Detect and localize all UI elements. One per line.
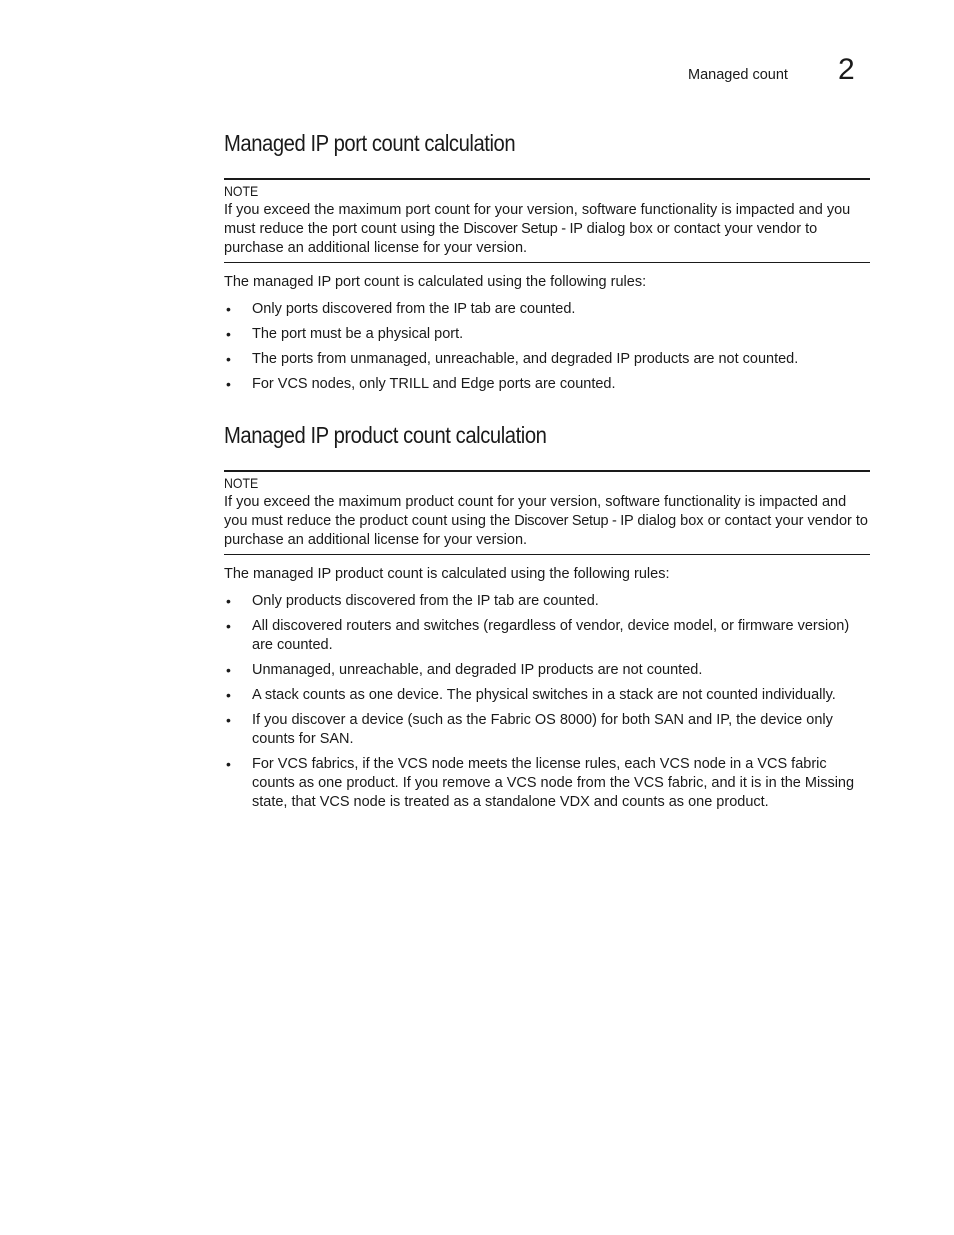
list-item: [224, 661, 870, 680]
note-box: [224, 470, 870, 555]
list-item: [224, 325, 870, 344]
rule-text-end: tab are counted.: [489, 593, 599, 609]
bullet-icon: •: [226, 593, 231, 609]
note-label: NOTE: [224, 183, 259, 199]
bullet-icon: •: [226, 756, 231, 772]
page-content: [224, 128, 870, 818]
rule-text: Unmanaged, unreachable, and degraded IP products are not counted.: [252, 662, 703, 678]
note-label: NOTE: [224, 475, 259, 491]
rule-text: If you discover a device (such as the Fabric OS 8000) for both SAN and IP, the device only counts for SAN.: [252, 712, 833, 747]
rule-text-start: Only ports discovered from the: [252, 301, 454, 317]
bullet-icon: •: [226, 376, 231, 392]
rule-text: All discovered routers and switches (regardless of vendor, device model, or firmware version) are counted.: [252, 618, 850, 653]
bullet-icon: •: [226, 662, 231, 678]
note-text-end: dialog box or contact your vendor to purchase an additional license for your version.: [224, 221, 818, 256]
section-title: Managed IP product count calculation: [224, 422, 547, 448]
rule-text: The port must be a physical port.: [252, 326, 464, 342]
note-text-start: If you exceed the maximum product count for your version, software functionality is impacted and you must reduce the product count using the: [224, 494, 847, 529]
rules-intro: The managed IP product count is calculated using the following rules:: [224, 566, 670, 582]
note-box: [224, 178, 870, 263]
note-text: [224, 201, 870, 258]
bullet-icon: •: [226, 687, 231, 703]
ui-term-discover-setup: Discover Setup - IP: [463, 221, 583, 237]
section-product-count: [224, 420, 870, 812]
bullet-icon: •: [226, 326, 231, 342]
list-item: [224, 755, 870, 812]
bullet-icon: •: [226, 301, 231, 317]
rule-text: A stack counts as one device. The physical switches in a stack are not counted individually.: [252, 687, 836, 703]
rule-text: For VCS fabrics, if the VCS node meets the license rules, each VCS node in a VCS fabric counts as one product. If you remove a VCS node from the VCS fabric, and it is in the Missing state, that VCS node is treated as a standalone VDX and counts as one product.: [252, 756, 855, 810]
running-head: Managed count: [688, 67, 788, 83]
ui-term-ip: IP: [476, 593, 490, 609]
rule-text: The ports from unmanaged, unreachable, and degraded IP products are not counted.: [252, 351, 799, 367]
list-item: [224, 592, 870, 611]
bullet-icon: •: [226, 351, 231, 367]
list-item: [224, 686, 870, 705]
ui-term-ip: IP: [453, 301, 467, 317]
list-item: [224, 711, 870, 749]
rules-list: [224, 592, 870, 812]
bullet-icon: •: [226, 712, 231, 728]
list-item: [224, 350, 870, 369]
list-item: [224, 617, 870, 655]
rules-intro: The managed IP port count is calculated using the following rules:: [224, 274, 647, 290]
note-text-end: dialog box or contact your vendor to purchase an additional license for your version.: [224, 513, 868, 548]
list-item: [224, 375, 870, 394]
section-title: Managed IP port count calculation: [224, 130, 516, 156]
note-text-start: If you exceed the maximum port count for your version, software functionality is impacted and you must reduce the port count using the: [224, 202, 851, 237]
note-text: [224, 493, 870, 550]
section-port-count: [224, 128, 870, 394]
rule-text-start: Only products discovered from the: [252, 593, 477, 609]
list-item: [224, 300, 870, 319]
page-header: [0, 53, 954, 96]
rules-list: [224, 300, 870, 394]
rule-text: For VCS nodes, only TRILL and Edge ports are counted.: [252, 376, 616, 392]
chapter-number: 2: [838, 53, 855, 86]
rule-text-end: tab are counted.: [466, 301, 576, 317]
bullet-icon: •: [226, 618, 231, 634]
ui-term-discover-setup: Discover Setup - IP: [514, 513, 634, 529]
